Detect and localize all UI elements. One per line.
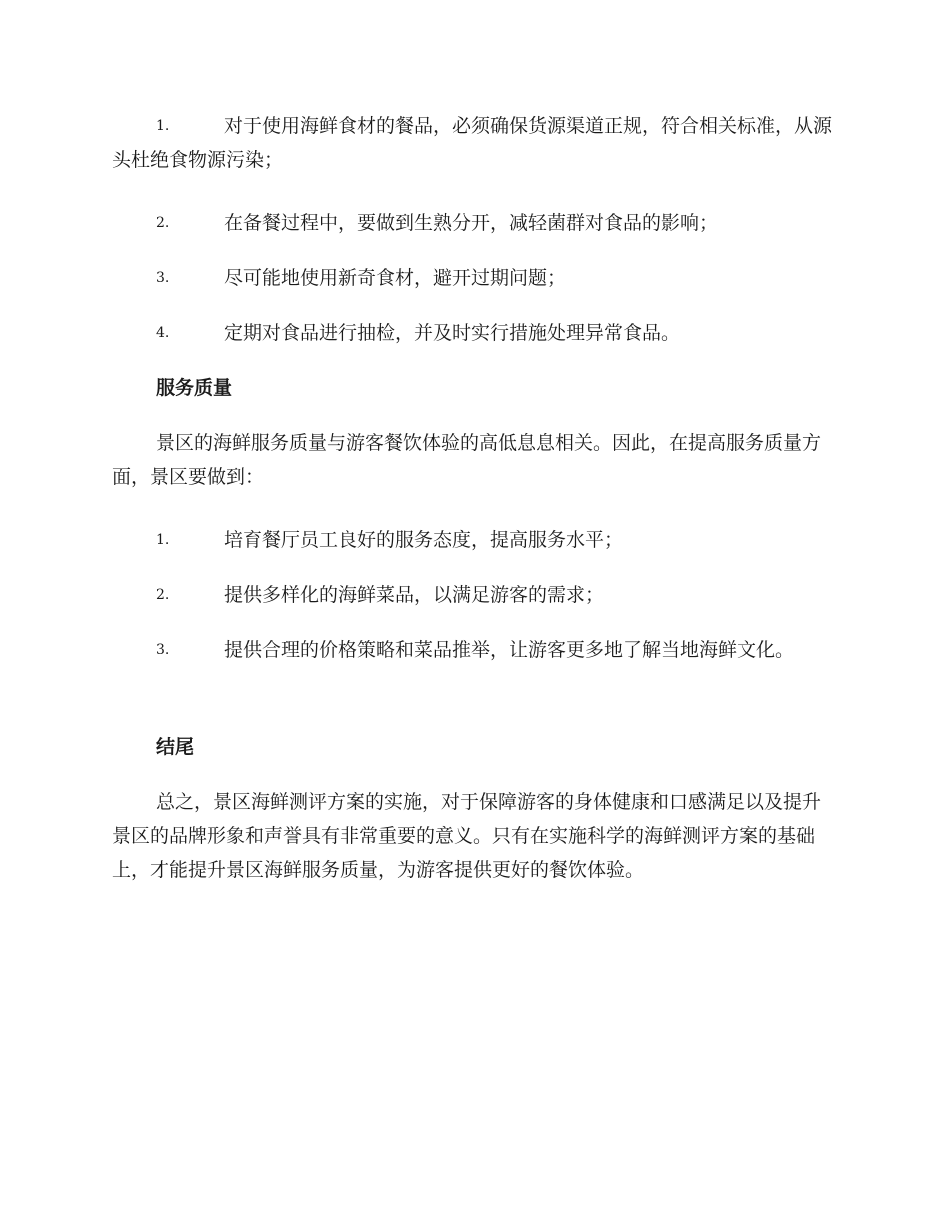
list-text: 培育餐厅员工良好的服务态度，提高服务水平； [224,529,624,551]
list-item [112,523,834,557]
list-text: 提供合理的价格策略和菜品推举，让游客更多地了解当地海鲜文化。 [224,639,795,661]
list-text: 对于使用海鲜食材的餐品，必须确保货源渠道正规，符合相关标准，从源头杜绝食物源污染； [112,115,833,171]
list-number: 2. [156,587,170,603]
section-heading-conclusion: 结尾 [156,736,195,758]
list-item [112,578,834,612]
list-text: 定期对食品进行抽检，并及时实行措施处理异常食品。 [224,322,681,344]
list-text: 提供多样化的海鲜菜品，以满足游客的需求； [224,584,605,606]
list-item [112,316,834,350]
list-number: 1. [156,532,170,548]
section-paragraph-service: 景区的海鲜服务质量与游客餐饮体验的高低息息相关。因此，在提高服务质量方面，景区要做到： [112,432,822,488]
list-number: 2. [156,215,170,231]
list-item [112,206,834,240]
section-paragraph-conclusion: 总之，景区海鲜测评方案的实施，对于保障游客的身体健康和口感满足以及提升景区的品牌形象和声誉具有非常重要的意义。只有在实施科学的海鲜测评方案的基础上，才能提升景区海鲜服务质量，为游客提供更好的餐饮体验。 [112,791,822,881]
list-text: 尽可能地使用新奇食材，避开过期问题； [224,267,567,289]
list-number: 4. [156,325,170,341]
list-number: 3. [156,642,170,658]
list-item [112,633,834,667]
list-item [112,261,834,295]
list-text: 在备餐过程中，要做到生熟分开，减轻菌群对食品的影响； [224,212,719,234]
list-item [112,109,834,177]
list-number: 1. [156,118,170,134]
list-number: 3. [156,270,170,286]
section-heading-service: 服务质量 [156,377,233,399]
